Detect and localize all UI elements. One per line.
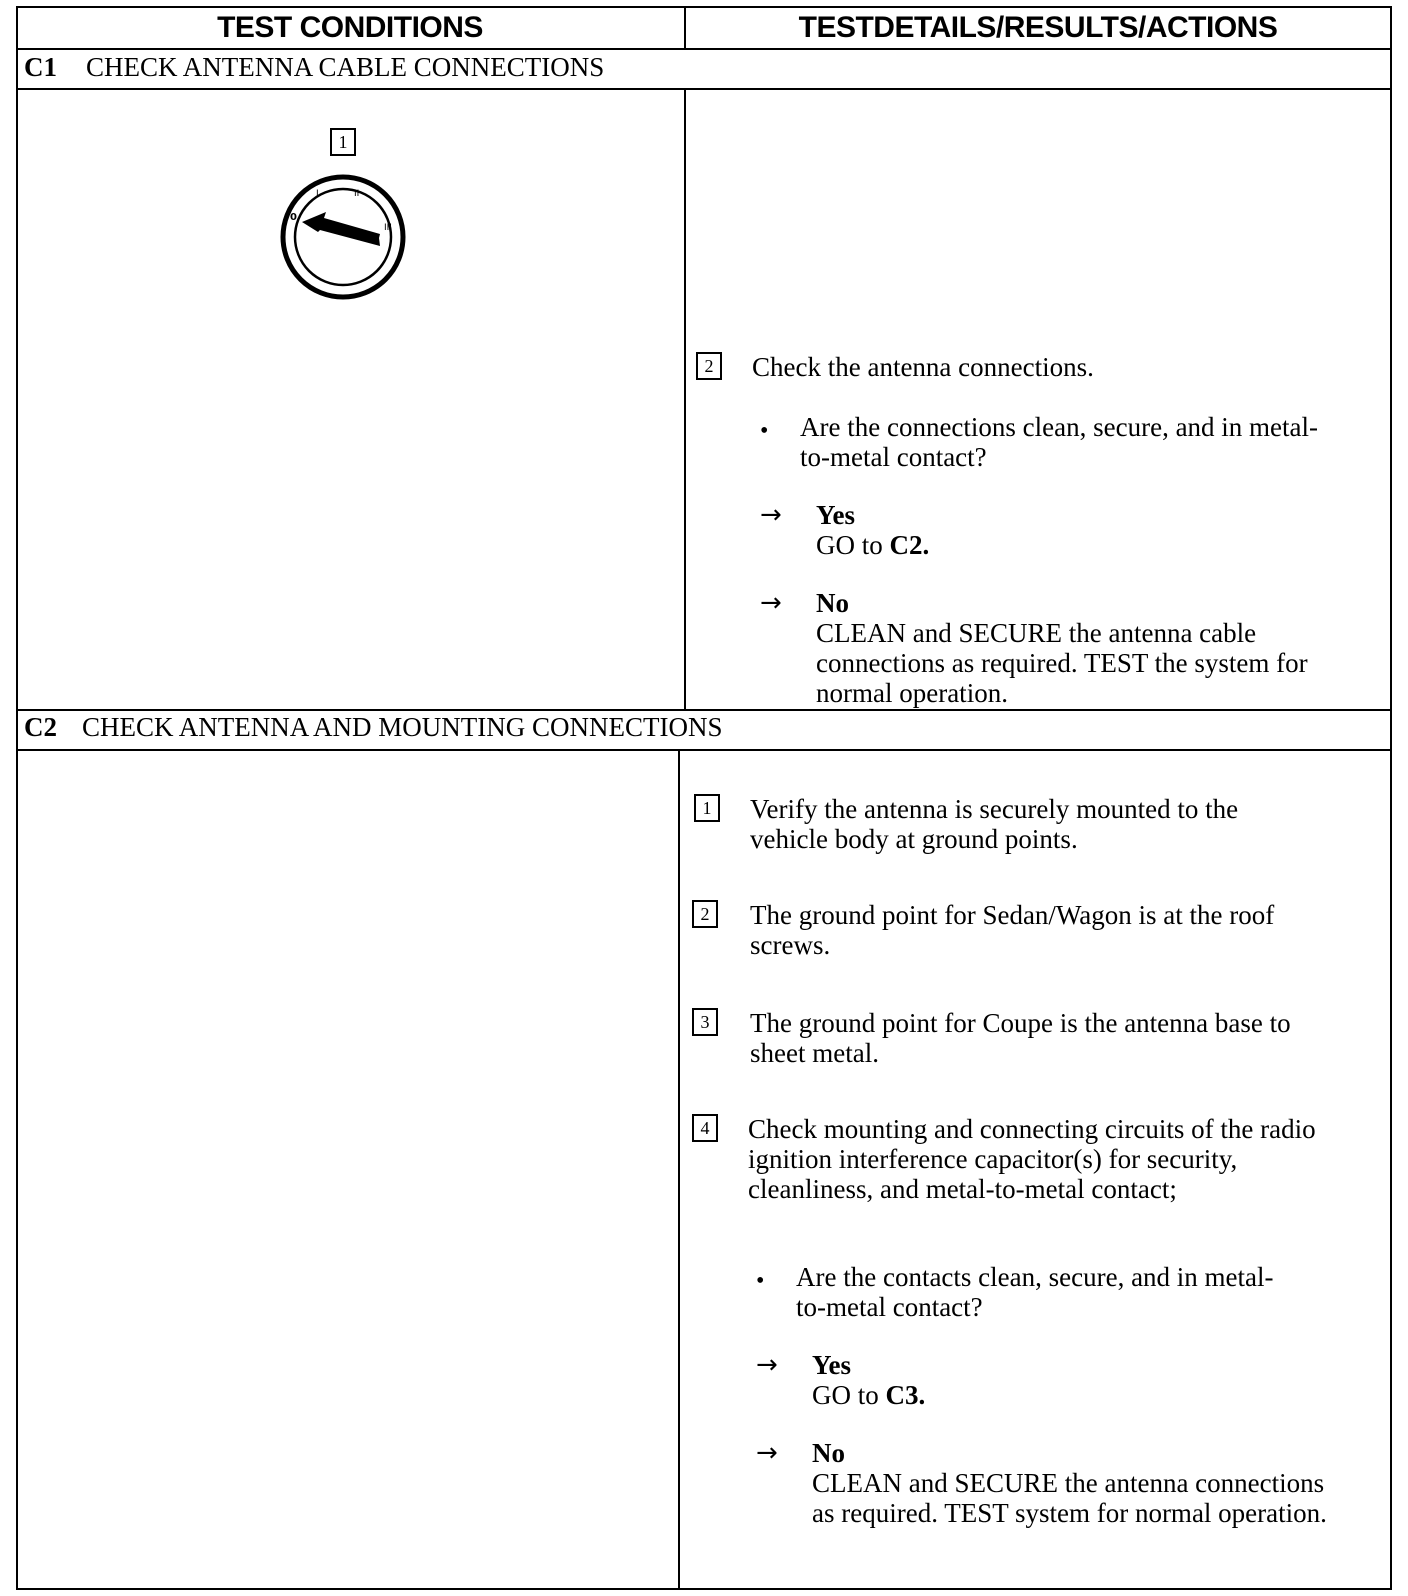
c2-no-label: No	[812, 1438, 845, 1468]
c1-step2-number: 2	[696, 352, 722, 380]
c1-yes-arrow: →	[760, 500, 782, 530]
c2-step1-number: 1	[694, 794, 720, 822]
c1-code: C1	[24, 52, 57, 82]
c2-code: C2	[24, 712, 57, 742]
c1-step2-text: Check the antenna connections.	[752, 352, 1094, 382]
c1-column-divider	[684, 89, 686, 710]
c1-yes-dot: .	[922, 530, 930, 560]
c2-title: CHECK ANTENNA AND MOUNTING CONNECTIONS	[82, 712, 723, 742]
c2-title-divider	[16, 749, 1392, 751]
c2-step4-text: Check mounting and connecting circuits of the radio ignition interference capacitor(s) for security, cleanliness, and metal-to-metal contact;	[748, 1114, 1316, 1204]
c2-step1-text: Verify the antenna is securely mounted to the vehicle body at ground points.	[750, 794, 1239, 854]
c2-yes-arrow: →	[756, 1350, 778, 1380]
c2-section-title	[24, 712, 723, 743]
c1-bottom-divider	[16, 709, 1392, 711]
header-test-details: TESTDETAILS/RESULTS/ACTIONS	[798, 11, 1278, 44]
dial-label-3: III	[384, 223, 392, 233]
c1-question-bullet: •	[760, 418, 769, 444]
dial-label-0: 0	[290, 212, 297, 223]
c1-no-label: No	[816, 588, 849, 618]
c2-question: Are the contacts clean, secure, and in metal-to-metal contact?	[796, 1262, 1274, 1322]
c2-no-arrow: →	[756, 1438, 778, 1468]
c1-title-divider	[16, 88, 1392, 90]
c1-question: Are the connections clean, secure, and in metal-to-metal contact?	[800, 412, 1319, 472]
c2-no-action: CLEAN and SECURE the antenna connections as required. TEST system for normal operation.	[812, 1468, 1327, 1528]
c2-yes-go: GO to	[812, 1380, 879, 1410]
c1-yes-label: Yes	[816, 500, 855, 530]
c2-yes-action	[812, 1380, 925, 1410]
c1-no-action: CLEAN and SECURE the antenna cable connections as required. TEST the system for normal operation.	[816, 618, 1308, 708]
diagnostic-table	[16, 6, 1392, 1590]
c1-no-arrow: →	[760, 588, 782, 618]
c2-yes-label: Yes	[812, 1350, 851, 1380]
c1-yes-go: GO to	[816, 530, 883, 560]
c2-yes-target: C3	[885, 1380, 919, 1410]
c1-title: CHECK ANTENNA CABLE CONNECTIONS	[86, 52, 605, 82]
ignition-switch-icon	[276, 174, 410, 300]
c1-yes-action	[816, 530, 929, 560]
dial-label-2: II	[354, 189, 360, 199]
c2-step2-number: 2	[692, 900, 718, 928]
c2-step3-number: 3	[692, 1008, 718, 1036]
c2-step3-text: The ground point for Coupe is the antenna base to sheet metal.	[750, 1008, 1291, 1068]
dial-label-1: I	[316, 189, 319, 199]
c1-yes-target: C2	[889, 530, 923, 560]
c2-step4-number: 4	[692, 1114, 718, 1142]
c1-section-title	[24, 52, 604, 83]
c1-figure-step-number: 1	[330, 128, 356, 156]
c2-question-bullet: •	[756, 1268, 765, 1294]
c2-column-divider	[678, 750, 680, 1588]
header-test-conditions: TEST CONDITIONS	[217, 11, 483, 44]
c2-yes-dot: .	[918, 1380, 926, 1410]
c2-step2-text: The ground point for Sedan/Wagon is at the roof screws.	[750, 900, 1275, 960]
